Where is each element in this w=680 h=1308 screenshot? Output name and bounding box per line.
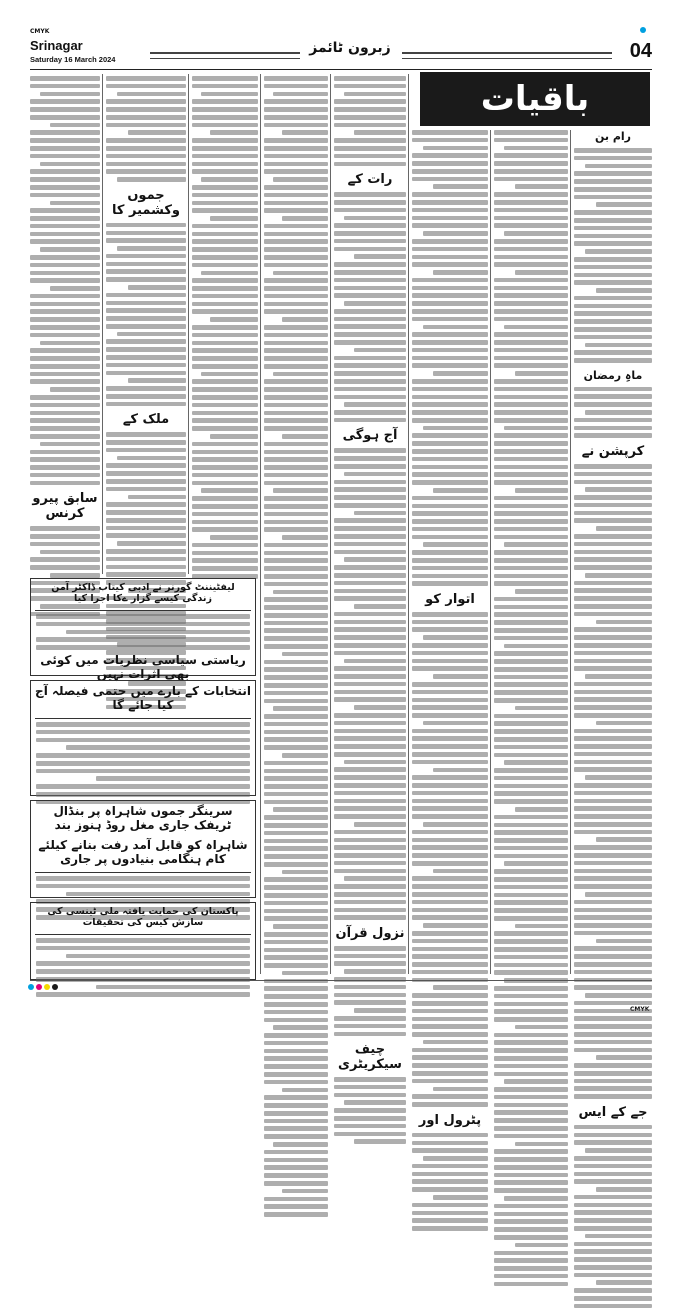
column-rule (330, 74, 331, 974)
boxed-story-highway (30, 800, 256, 898)
box-headline: لیفٹیننٹ گورنر نے ادبی کیتاب ڈاکٹر آمن زندگی کیسے گزار ےکا اجرا کیا (51, 582, 235, 604)
headline-chief: چیف سیکریٹری (338, 1042, 402, 1073)
headline-petrol: پٹرول اور (418, 1112, 482, 1128)
article-text (574, 464, 652, 1099)
article-text (106, 76, 186, 182)
article-text (574, 148, 652, 363)
column-rule (260, 74, 261, 974)
headline-sabiq: سابق پیرو کرنس (32, 491, 98, 522)
column-rule (408, 74, 409, 974)
masthead-rule-left-thin (150, 58, 300, 59)
boxed-story-lg (30, 578, 256, 681)
article-text (334, 448, 406, 919)
section-title-banner: باقیات (420, 72, 650, 126)
headline-ramzan: ماہِ رمضان (583, 368, 643, 382)
box-headline: انتخابات کے بارے میں حتمی فیصلہ آج کیا جائے گا (35, 684, 251, 712)
masthead (30, 38, 652, 70)
column-d (264, 76, 328, 1217)
cmyk-label-top: CMYK (30, 28, 50, 35)
headline-itwar: اتوار کو (425, 591, 475, 607)
column-a (30, 76, 100, 616)
column-g (494, 130, 568, 1286)
article-text (334, 76, 406, 166)
column-rule (102, 74, 103, 574)
headline-commission: کرپشن نے (581, 443, 645, 459)
city-name: Srinagar (30, 38, 83, 53)
box-divider (35, 718, 251, 719)
column-rule (570, 130, 571, 974)
box-divider (35, 610, 251, 611)
article-text (412, 1133, 488, 1231)
registration-dots-top (640, 27, 646, 33)
box-headline: ریاستی سیاسی نظریات میں کوئی بھی اثرات نہیں (40, 652, 246, 681)
headline-sss: جے کے ایس (578, 1104, 648, 1120)
box-headline: سرینگر جموں شاہراہ پر بنڈال ٹریفک جاری مغل روڈ ہنوز بند (53, 804, 233, 832)
box-text (31, 722, 255, 804)
article-text (574, 387, 652, 438)
column-h (574, 130, 652, 1308)
article-text (334, 192, 406, 422)
box-divider (35, 872, 251, 873)
column-f (412, 130, 488, 1231)
article-text (30, 76, 100, 485)
headline-nuzul: نزول قرآن (335, 925, 405, 941)
article-text (412, 612, 488, 1107)
masthead-rule-left (150, 52, 300, 54)
article-text (412, 130, 488, 586)
article-text (106, 223, 186, 407)
box-text (31, 614, 255, 650)
masthead-rule-right (402, 52, 612, 54)
headline-aaj: آج ہوگی (342, 428, 398, 444)
article-text (574, 1125, 652, 1308)
page-bottom-rule (30, 980, 652, 981)
masthead-rule-right-thin (402, 58, 612, 59)
article-text (264, 76, 328, 1217)
article-text (334, 946, 406, 1036)
headline-mulk: ملک کے (122, 412, 170, 428)
article-text (494, 130, 568, 1286)
column-c (192, 76, 258, 579)
headline-rat: رات کے (347, 172, 393, 188)
article-text (334, 1077, 406, 1144)
headline-jammu: جموں وکشمیر کا (112, 187, 180, 218)
boxed-story-elections (30, 680, 256, 796)
box-text (31, 938, 255, 997)
article-text (192, 76, 258, 579)
newspaper-name: زبرون ٹائمز (309, 40, 391, 56)
issue-date: Saturday 16 March 2024 (30, 55, 116, 64)
column-rule (188, 74, 189, 574)
box-headline: شاہراہ کو قابل آمد رفت بنانے کیلئے کام ہنگامی بنیادوں پر جاری (38, 838, 248, 866)
box-headline: پاکستان کی حمایت یافتہ ملی ٹینسی کی سازش کیس کی تحقیقات (47, 906, 239, 928)
column-e (334, 76, 406, 1144)
cyan-dot (640, 27, 646, 33)
boxed-story-pakistan (30, 902, 256, 980)
page-number: 04 (629, 40, 652, 62)
column-rule (490, 130, 491, 974)
box-divider (35, 934, 251, 935)
headline-rahman: رام بن (594, 130, 632, 143)
